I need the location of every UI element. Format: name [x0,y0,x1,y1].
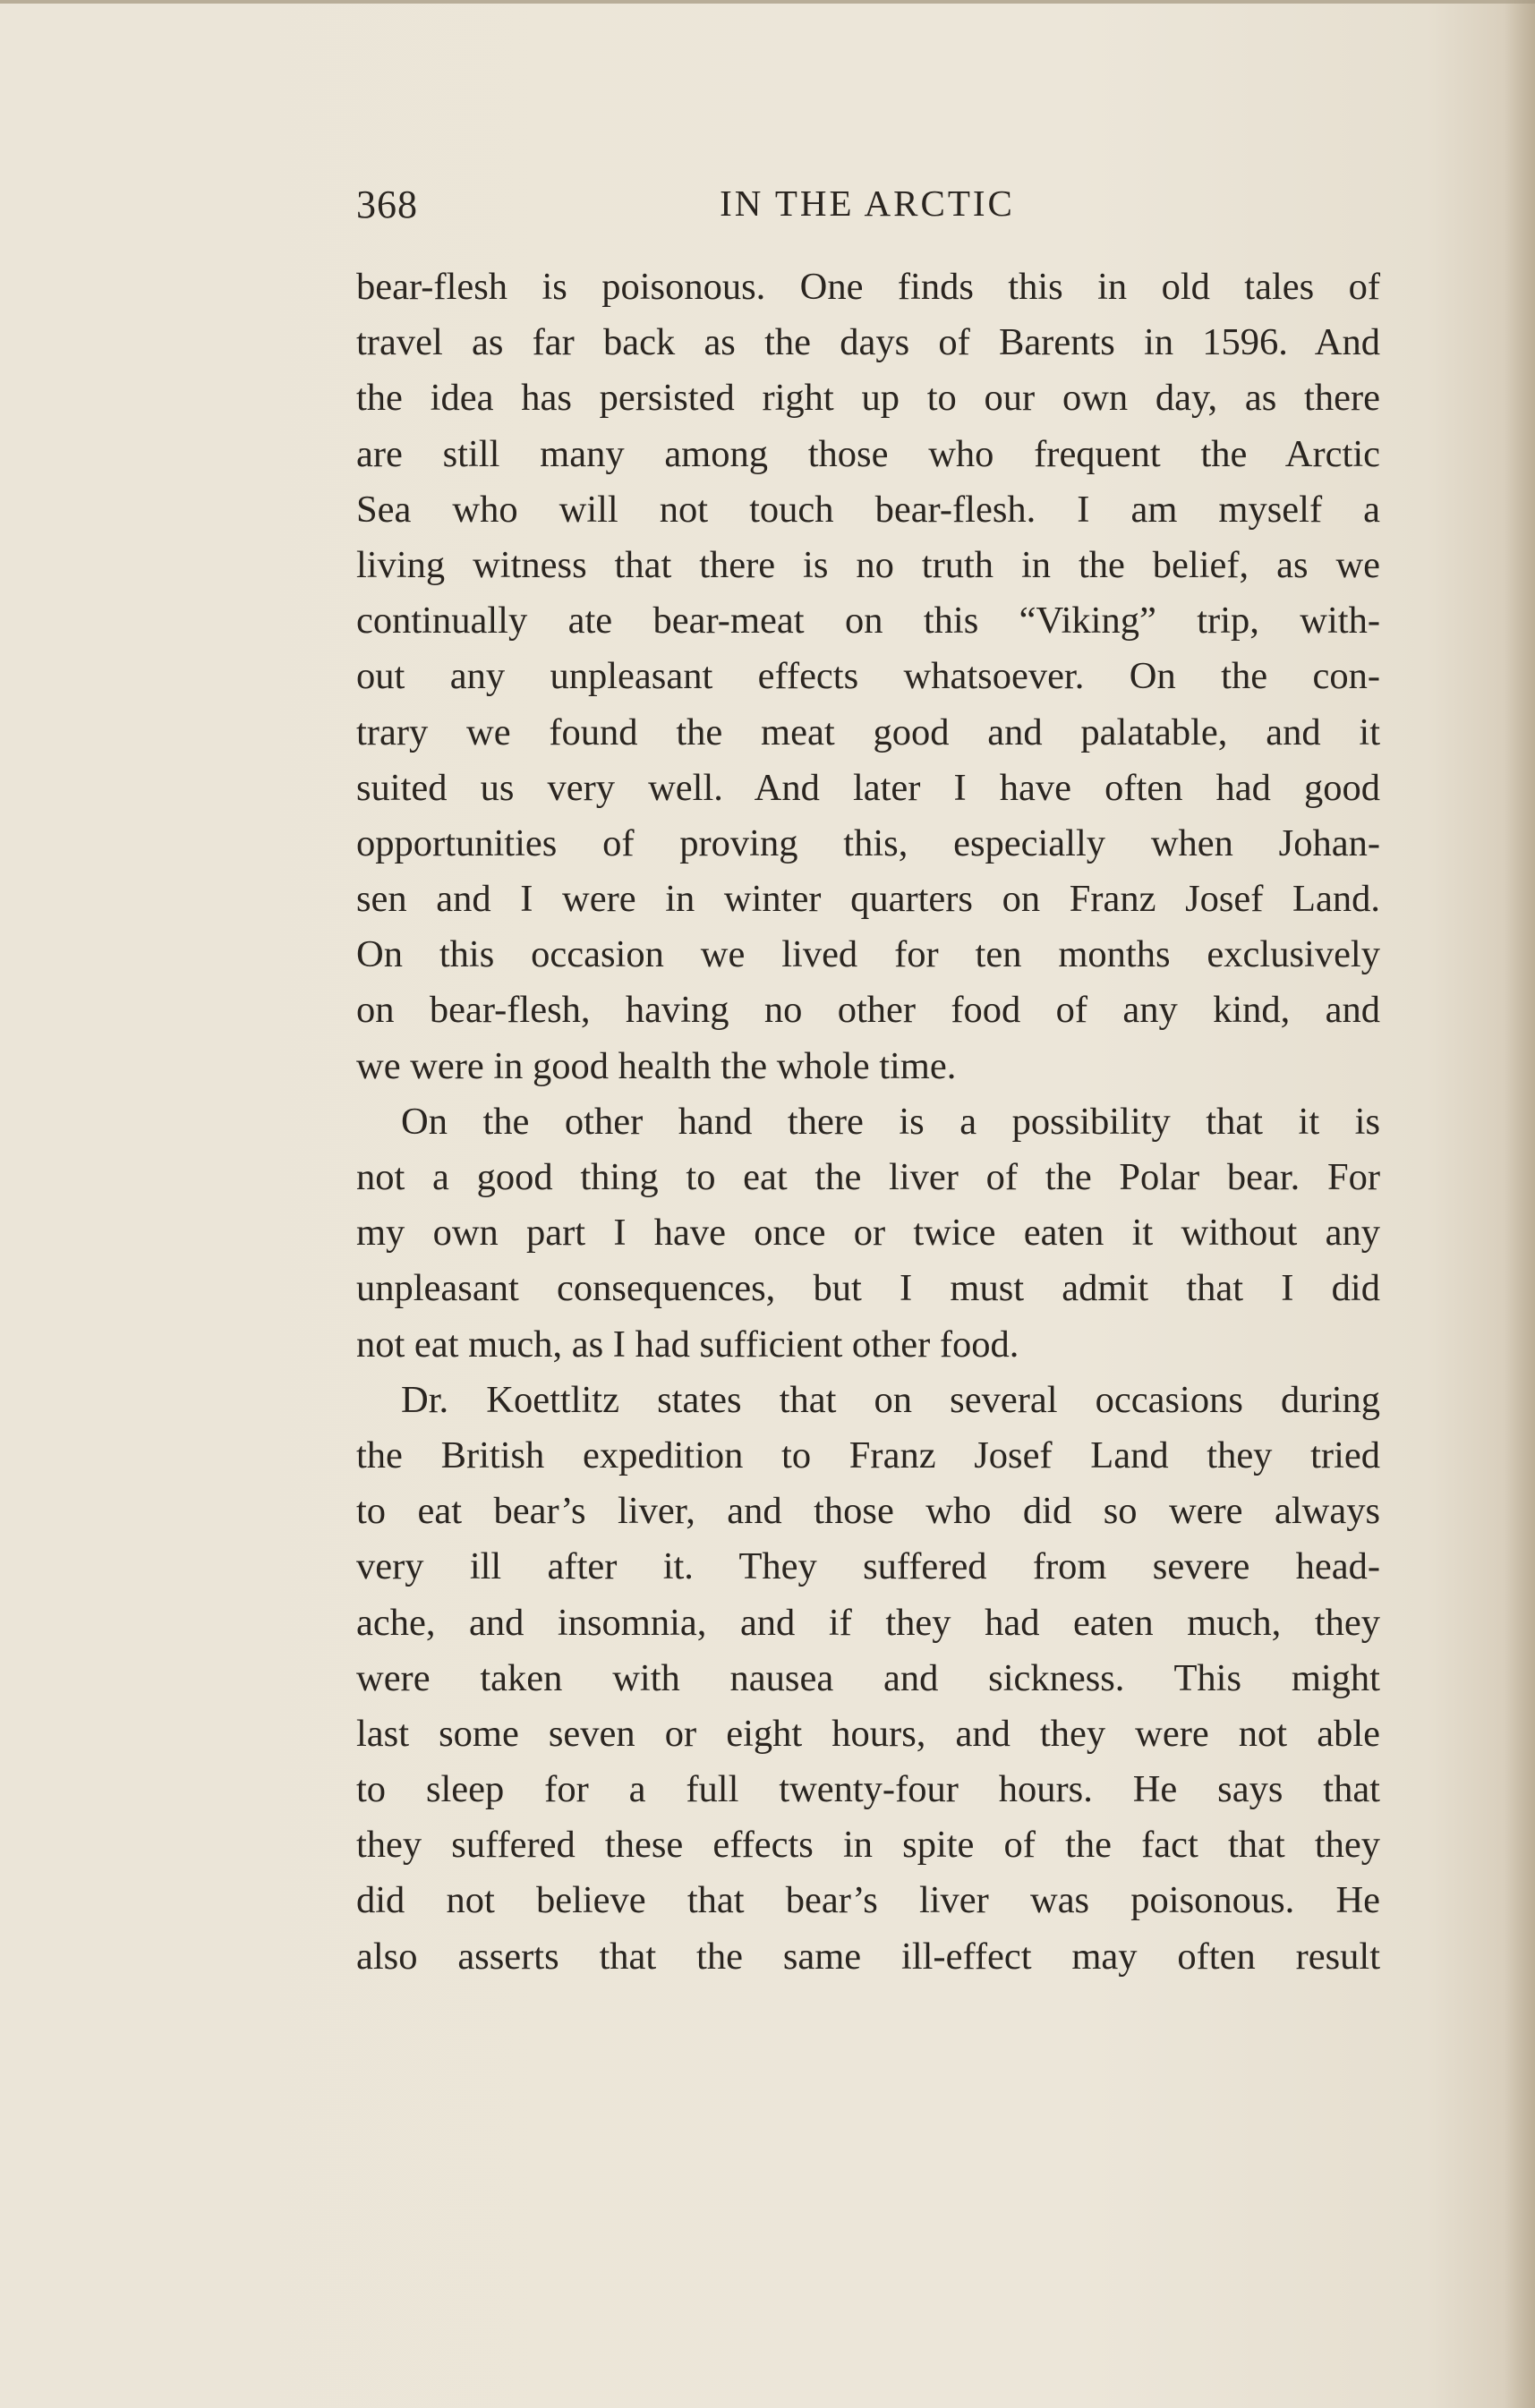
text-line: continually ate bear-meat on this “Viking” trip, with- [356,600,1380,642]
text-line: On this occasion we lived for ten months exclusively [356,933,1380,976]
text-line: sen and I were in winter quarters on Franz Josef Land. [356,878,1380,921]
text-line: living witness that there is no truth in the belief, as we [356,543,1380,586]
page-number: 368 [356,183,418,226]
text-line: out any unpleasant effects whatsoever. On the con- [356,655,1380,698]
text-line: unpleasant consequences, but I must admit that I did [356,1267,1380,1310]
text-line: bear-flesh is poisonous. One finds this in old tales of [356,266,1380,308]
text-line: my own part I have once or twice eaten it without any [356,1212,1380,1255]
text-line: not a good thing to eat the liver of the Polar bear. For [356,1156,1380,1198]
text-line: we were in good health the whole time. [356,1044,957,1087]
text-line: the idea has persisted right up to our own day, as there [356,377,1380,420]
page-top-edge [0,0,1535,4]
text-line: opportunities of proving this, especially when Johan- [356,821,1380,864]
text-line: on bear-flesh, having no other food of any kind, and [356,989,1380,1032]
text-line: trary we found the meat good and palatable, and it [356,710,1380,753]
text-line: did not believe that bear’s liver was poisonous. He [356,1879,1380,1922]
text-line: ache, and insomnia, and if they had eaten much, they [356,1601,1380,1644]
running-head [356,182,1378,232]
text-line: were taken with nausea and sickness. This might [356,1656,1380,1699]
text-line: travel as far back as the days of Barents in 1596. And [356,321,1380,364]
text-line: also asserts that the same ill-effect may often result [356,1935,1380,1978]
text-line: suited us very well. And later I have often had good [356,766,1380,809]
text-line: Dr. Koettlitz states that on several occasions during [401,1378,1380,1421]
text-line: not eat much, as I had sufficient other food. [356,1323,1019,1366]
text-line: On the other hand there is a possibility that it is [401,1100,1380,1143]
text-line: are still many among those who frequent the Arctic [356,432,1380,475]
text-line: very ill after it. They suffered from severe head- [356,1545,1380,1588]
text-line: Sea who will not touch bear-flesh. I am myself a [356,488,1380,531]
text-line: last some seven or eight hours, and they were not able [356,1712,1380,1755]
text-line: to sleep for a full twenty-four hours. He says that [356,1768,1380,1811]
text-line: the British expedition to Franz Josef Land they tried [356,1434,1380,1476]
text-line: to eat bear’s liver, and those who did so were always [356,1490,1380,1533]
body-text [356,260,1380,1985]
text-line: they suffered these effects in spite of the fact that they [356,1824,1380,1867]
running-title: IN THE ARCTIC [720,183,1015,224]
